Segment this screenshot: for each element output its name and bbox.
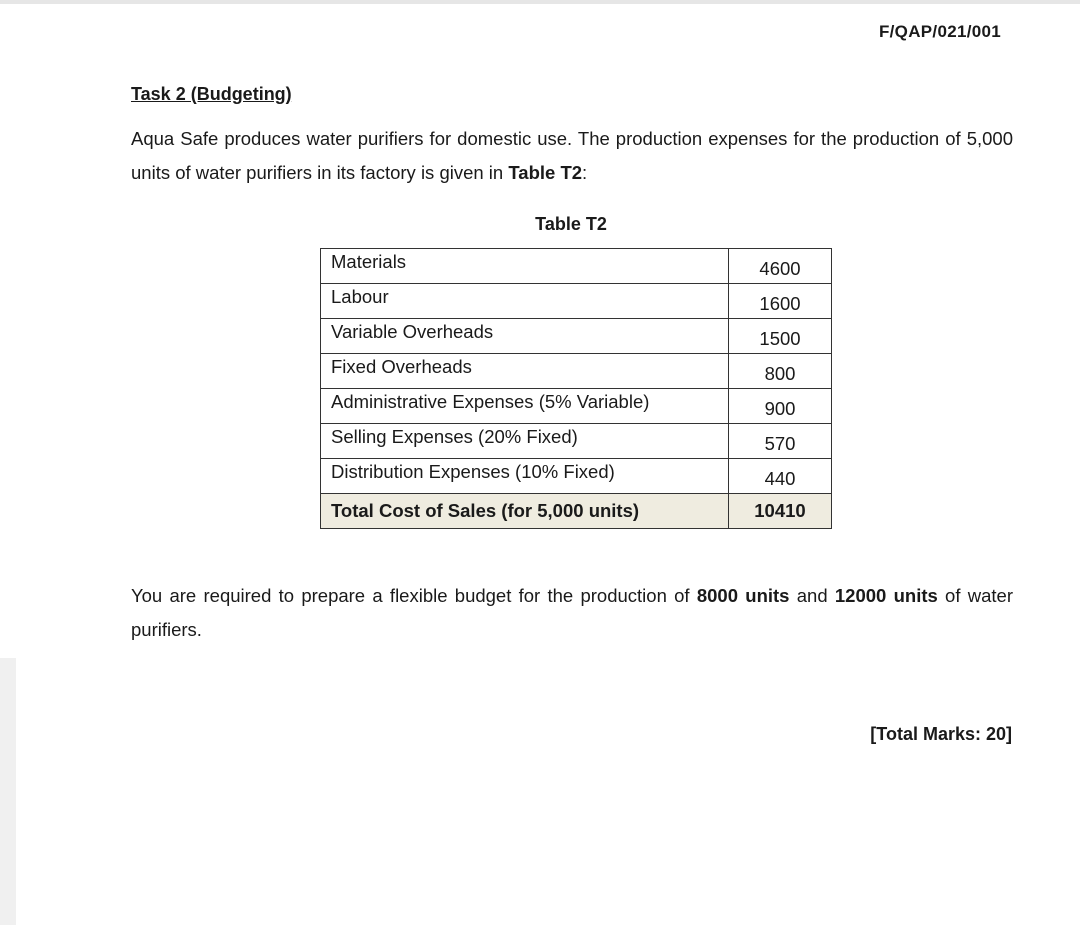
row-value: 800	[729, 354, 832, 389]
intro-text: Aqua Safe produces water purifiers for domestic use. The production expenses for the production of 5,000 units of water purifiers in its factory is given in	[131, 128, 1013, 183]
table-row	[321, 249, 832, 284]
intro-end: :	[582, 162, 588, 183]
task-heading: Task 2 (Budgeting)	[131, 84, 292, 104]
table-row	[321, 319, 832, 354]
total-value: 10410	[729, 494, 832, 529]
requirement-units-b: 12000 units	[834, 585, 938, 606]
table-row	[321, 354, 832, 389]
left-margin-strip	[0, 658, 16, 925]
row-value: 570	[729, 424, 832, 459]
requirement-text-1: You are required to prepare a flexible budget for the production of	[131, 585, 697, 606]
row-value: 4600	[729, 249, 832, 284]
table-row	[321, 389, 832, 424]
table-row	[321, 424, 832, 459]
requirement-units-a: 8000 units	[696, 585, 790, 606]
row-label: Variable Overheads	[321, 319, 729, 354]
row-label: Labour	[321, 284, 729, 319]
requirement-paragraph	[131, 579, 1013, 647]
row-label: Administrative Expenses (5% Variable)	[321, 389, 729, 424]
row-label: Distribution Expenses (10% Fixed)	[321, 459, 729, 494]
total-marks: [Total Marks: 20]	[870, 724, 1012, 744]
table-caption: Table T2	[535, 214, 607, 234]
row-label: Materials	[321, 249, 729, 284]
row-value: 1500	[729, 319, 832, 354]
table-row	[321, 284, 832, 319]
page-top-border	[0, 0, 1080, 4]
total-row	[321, 494, 832, 529]
row-value: 900	[729, 389, 832, 424]
cost-table	[320, 248, 832, 529]
row-label: Fixed Overheads	[321, 354, 729, 389]
row-value: 440	[729, 459, 832, 494]
requirement-text-3: of water purifiers.	[131, 585, 1013, 640]
table-row	[321, 459, 832, 494]
row-label: Selling Expenses (20% Fixed)	[321, 424, 729, 459]
requirement-text-2: and	[789, 585, 835, 606]
document-code: F/QAP/021/001	[878, 22, 1001, 41]
intro-paragraph	[131, 122, 1013, 190]
row-value: 1600	[729, 284, 832, 319]
total-label: Total Cost of Sales (for 5,000 units)	[321, 494, 729, 529]
intro-table-ref: Table T2	[508, 162, 583, 183]
